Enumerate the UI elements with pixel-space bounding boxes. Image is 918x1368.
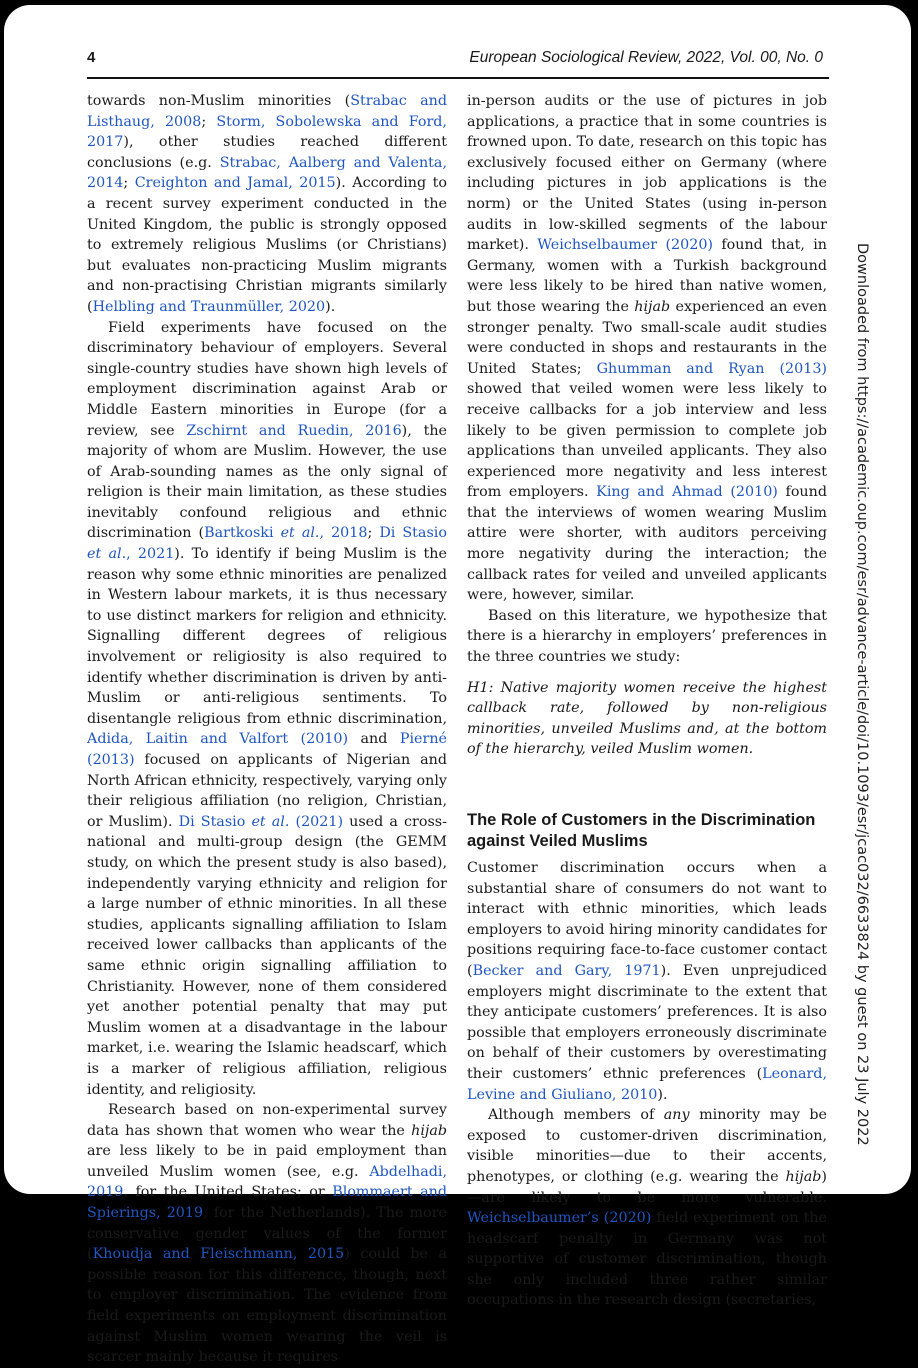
citation-link[interactable]: King and Ahmad (2010) [596, 484, 778, 501]
paragraph: Based on this literature, we hypothesize that there is a hierarchy in employers’ preferences in the three countries we study: [467, 607, 827, 666]
right-column [467, 91, 827, 1311]
paragraph: Field experiments have focused on the discriminatory behaviour of employers. Several single-country studies have shown high levels of employment discrimination against Arab or Middle Eastern minorities in Europe (for a review, see Zschirnt and Ruedin, 2016), the majority of whom are Muslim. However, the use of Arab-sounding names as the only signal of religion is their main limitation, as these studies inevitably confound religious and ethnic discrimination (Bartkoski et al., 2018; Di Stasio et al., 2021). To identify if being Muslim is the reason why some ethnic minorities are penalized in Western labour markets, it is thus necessary to use distinct markers for religion and ethnicity. Signalling different degrees of religious involvement or religiosity is also required to identify whether discrimination is driven by anti-Muslim or anti-religious sentiments. To disentangle religious from ethnic discrimination, Adida, Laitin and Valfort (2010) and Pierné (2013) focused on applicants of Nigerian and North African ethnicity, respectively, varying only their religious affiliation (no religion, Christian, or Muslim). Di Stasio et al. (2021) used a cross-national and multi-group design (the GEMM study, on which the present study is also based), independently varying ethnicity and religion for a large number of ethnic minorities. In all these studies, applicants signalling affiliation to Islam received lower callbacks than applicants of the same ethnic origin signalling affiliation to Christianity. However, none of them considered yet another potential penalty that may put Muslim women at a disadvantage in the labour market, i.e. wearing the Islamic headscarf, which is a marker of religious affiliation, religious identity, and religiosity. [87, 319, 447, 1098]
citation-link[interactable]: Pierné (2013) [87, 731, 447, 768]
paragraph: Research based on non-experimental survey data has shown that women who wear the hijab are less likely to be in paid employment than unveiled Muslim women (see, e.g. Abdelhadi, 2019, for the United States; or Blommaert and Spierings, 2019, for the Netherlands). The more conservative gender values of the former (Khoudja and Fleischmann, 2015) could be a possible reason for this difference, though, next to employer discrimination. The evidence from field experiments on employment discrimination against Muslim women wearing the veil is scarcer mainly because it requires [87, 1102, 447, 1366]
citation-link[interactable]: Blommaert and Spierings, 2019 [87, 1184, 447, 1222]
citation-link[interactable]: Strabac, Aalberg and Valenta, 2014 [87, 154, 447, 192]
citation-link[interactable]: Becker and Gary, 1971 [472, 962, 661, 979]
citation-link[interactable]: Abdelhadi, 2019 [87, 1163, 447, 1201]
citation-link[interactable]: Creighton and Jamal, 2015 [134, 175, 336, 192]
left-column [87, 91, 447, 1368]
paragraph: towards non-Muslim minorities (Strabac and Listhaug, 2008; Storm, Sobolewska and Ford, 2017), other studies reached different conclusions (e.g. Strabac, Aalberg and Valenta, 2014; Creighton and Jamal, 2015). According to a recent survey experiment conducted in the United Kingdom, the public is strongly opposed to extremely religious Muslims (or Christians) but evaluates non-practicing Muslim migrants and non-practising Christian migrants similarly (Helbling and Traunmüller, 2020). [87, 93, 447, 315]
citation-link[interactable]: Khoudja and Fleischmann, 2015 [92, 1246, 345, 1263]
paragraph: Although members of any minority may be exposed to customer-driven discrimination, visible minorities—due to their accents, phenotypes, or clothing (e.g. wearing the hijab)—are likely to be more vulnerable. Weichselbaumer’s (2020) field experiment on the headscarf penalty in Germany was not supportive of customer discrimination, though she only included three rather similar occupations in the research design (secretaries, [467, 1107, 827, 1309]
citation-link[interactable]: Zschirnt and Ruedin, 2016 [186, 422, 402, 439]
page [4, 5, 911, 1366]
citation-link[interactable]: Di Stasio et al., 2021 [87, 525, 447, 563]
download-notice: Downloaded from https://academic.oup.com/esr/advance-article/doi/10.1093/esr/jcac032/6633824 by guest on 23 July 2022 [854, 243, 870, 1146]
citation-link[interactable]: Ghumman and Ryan (2013) [596, 360, 827, 377]
citation-link[interactable]: Bartkoski et al., 2018 [204, 525, 368, 542]
paragraph: in-person audits or the use of pictures in job applications, a practice that in some countries is frowned upon. To date, research on this topic has exclusively focused either on Germany (where including pictures in job applications is the norm) or the United States (using in-person audits in low-skilled segments of the labour market). Weichselbaumer (2020) found that, in Germany, women with a Turkish background were less likely to be hired than native women, but those wearing the hijab experienced an even stronger penalty. Two small-scale audit studies were conducted in shops and restaurants in the United States; Ghumman and Ryan (2013) showed that veiled women were less likely to receive callbacks for a job interview and less likely to be given permission to complete job applications than unveiled applicants. They also experienced more negativity and less interest from employers. King and Ahmad (2010) found that the interviews of women wearing Muslim attire were shorter, with auditors perceiving more negativity during the interaction; the callback rates for veiled and unveiled applicants were, however, similar. [467, 93, 828, 604]
page-number: 4 [87, 49, 96, 66]
citation-link[interactable]: Di Stasio et al. (2021) [178, 813, 344, 830]
citation-link[interactable]: Adida, Laitin and Valfort (2010) [87, 731, 349, 748]
citation-link[interactable]: Leonard, Levine and Giuliano, 2010 [467, 1065, 827, 1103]
paragraph: Customer discrimination occurs when a substantial share of consumers do not want to interact with ethnic minorities, which leads employers to avoid hiring minority candidates for positions requiring face-to-face customer contact (Becker and Gary, 1971). Even unprejudiced employers might discriminate to the extent that they anticipate customers’ preferences. It is also possible that employers erroneously discriminate on behalf of their customers by overestimating their customers’ ethnic preferences (Leonard, Levine and Giuliano, 2010). [467, 860, 827, 1103]
citation-link[interactable]: Helbling and Traunmüller, 2020 [92, 298, 326, 315]
citation-link[interactable]: Strabac and Listhaug, 2008 [87, 93, 447, 130]
hypothesis: H1: Native majority women receive the highest callback rate, followed by non-religious minorities, unveiled Muslims and, at the bottom of the hierarchy, veiled Muslim women. [467, 679, 827, 758]
section-heading: The Role of Customers in the Discrimination against Veiled Muslims [467, 811, 816, 850]
citation-link[interactable]: Storm, Sobolewska and Ford, 2017 [87, 113, 447, 151]
header-rule [87, 77, 829, 79]
citation-link[interactable]: Weichselbaumer’s (2020) [467, 1210, 652, 1227]
journal-header: European Sociological Review, 2022, Vol. 00, No. 0 [469, 49, 823, 66]
citation-link[interactable]: Weichselbaumer (2020) [537, 237, 714, 254]
